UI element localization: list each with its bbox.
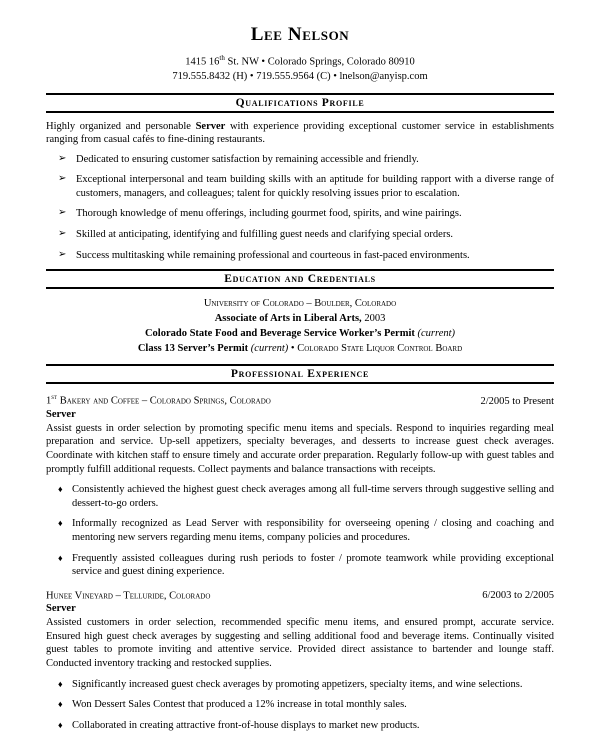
job-header (46, 588, 554, 602)
qualifications-summary: Highly organized and personable Server with experience providing exceptional customer service in establishments ranging from casual cafés to fine-dining restaurants. (46, 120, 554, 146)
education-credential-1: Colorado State Food and Beverage Service Worker’s Permit (current) (144, 328, 456, 340)
list-item: ➢ Exceptional interpersonal and team building skills with an aptitude for building rapport with a diverse range of customers, managers, and colleagues; talent for quickly resolving issues prior to escalation. (46, 173, 554, 200)
summary-role-emphasis: Server (195, 120, 226, 132)
job-bullet-list (46, 678, 554, 732)
education-degree (46, 311, 554, 326)
contact-line: 719.555.8432 (H) • 719.555.9564 (C) • lnelson@anyisp.com (172, 70, 428, 82)
credential-2-status: (current) (250, 343, 289, 355)
job-title: Server (46, 408, 76, 420)
page-title: Lee Nelson (250, 24, 350, 45)
list-item: ➢ Dedicated to ensuring customer satisfaction by remaining accessible and friendly. (46, 153, 554, 167)
job-description: Assist guests in order selection by promoting specific menu items and specials. Respond to inquiries regarding meal preparation and service. Up-sell appetizers, specialty beverages, and desserts to increase guest check averages. Coordinate with kitchen staff to ensure timely and accurate order preparation. Regularly follow-up with guest tables and promptly fulfill additional requests. Collect payments and balance transactions with receipts. (46, 422, 554, 475)
section-title-education: Education and Credentials (224, 273, 376, 286)
job-bullet-list (46, 483, 554, 579)
experience-entry (46, 393, 554, 578)
job-dates: 2/2005 to Present (480, 395, 554, 407)
job-dates: 6/2003 to 2/2005 (482, 590, 554, 602)
address-line: 1415 16th St. NW • Colorado Springs, Colorado 80910 (185, 54, 415, 68)
credential-1-status: (current) (417, 328, 456, 340)
job-header (46, 393, 554, 407)
credential-2-authority: Colorado State Liquor Control Board (297, 343, 463, 355)
experience-entry (46, 588, 554, 732)
list-item: ♦ Informally recognized as Lead Server with responsibility for overseeing opening / closing and coaching and mentoring new servers regarding menu items, company policies and procedures. (46, 517, 554, 544)
education-school: University of Colorado – Boulder, Colorado (203, 298, 397, 310)
list-item: ➢ Success multitasking while remaining professional and courteous in fast-paced environments. (46, 249, 554, 263)
section-title-qualifications: Qualifications Profile (235, 96, 365, 109)
job-employer: Hunee Vineyard – Telluride, Colorado (46, 590, 211, 602)
list-item: ♦ Won Dessert Sales Contest that produced a 12% increase in total monthly sales. (46, 698, 554, 712)
list-item: ♦ Significantly increased guest check averages by promoting appetizers, specialty items, and wine selections. (46, 678, 554, 692)
section-header-experience (46, 364, 554, 384)
list-item: ➢ Thorough knowledge of menu offerings, including gourmet food, spirits, and wine pairings. (46, 207, 554, 221)
resume-header (46, 24, 554, 84)
section-title-experience: Professional Experience (230, 368, 370, 381)
list-item: ♦ Consistently achieved the highest guest check averages among all full-time servers through suggestive selling and dessert-to-go orders. (46, 483, 554, 510)
education-block (46, 296, 554, 356)
address-ordinal-suffix: th (219, 54, 225, 62)
job-description: Assisted customers in order selection, recommended specific menu items, and ensured prompt, accurate service. Ensured high guest check averages by suggesting and selling additional food and beverage items. Continually visited guest tables to promote inviting and attentive service. Provided direct assistance to bartender and lounge staff. Conducted inventory tracking and restocked supplies. (46, 617, 554, 669)
employer-ordinal-suffix: st (51, 393, 58, 402)
job-title: Server (46, 603, 76, 615)
education-degree-year: 2003 (361, 313, 386, 325)
list-item: ♦ Collaborated in creating attractive front-of-house displays to market new products. (46, 719, 554, 732)
education-credential-2: Class 13 Server’s Permit (current) • Colorado State Liquor Control Board (137, 343, 463, 355)
list-item: ➢ Skilled at anticipating, identifying and fulfilling guest needs and clarifying special orders. (46, 228, 554, 242)
job-employer: 1st Bakery and Coffee – Colorado Springs, Colorado (46, 393, 271, 407)
section-header-education (46, 269, 554, 289)
education-degree-name: Associate of Arts in Liberal Arts, (214, 313, 362, 325)
qualifications-bullet-list (46, 153, 554, 263)
section-header-qualifications (46, 93, 554, 113)
list-item: ♦ Frequently assisted colleagues during rush periods to foster / promote teamwork while providing exceptional service and guest dining experience. (46, 552, 554, 579)
